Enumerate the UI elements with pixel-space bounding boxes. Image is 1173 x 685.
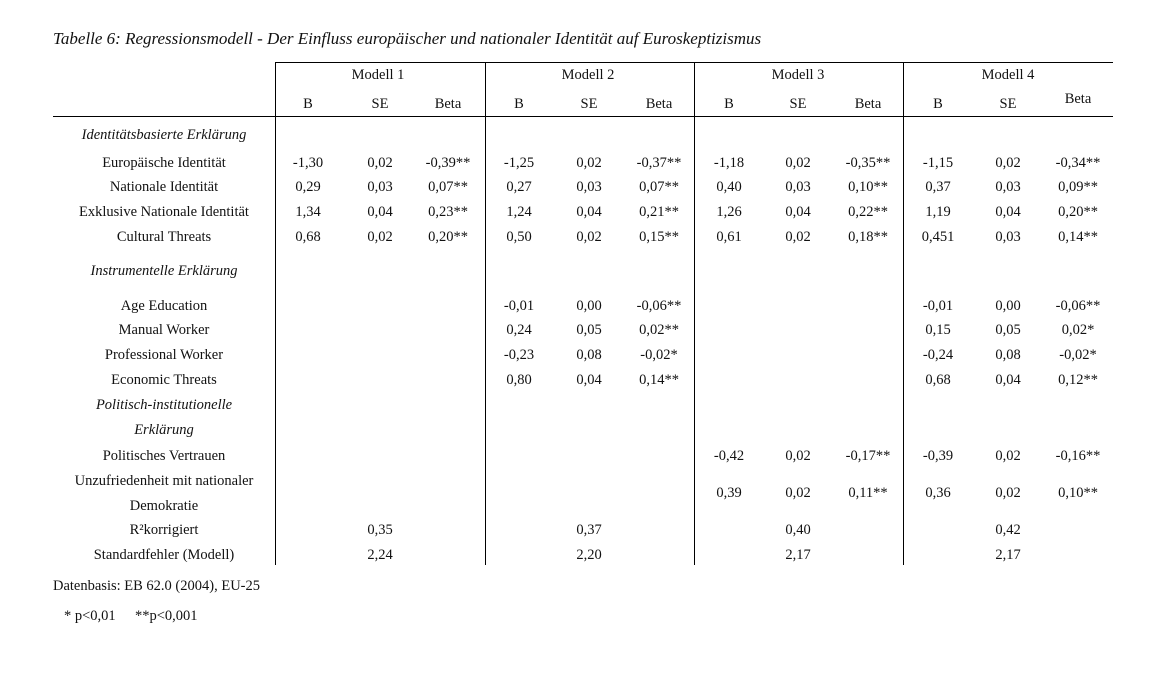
table-cell: 0,02: [367, 155, 393, 171]
col-header-beta: Beta: [434, 96, 462, 112]
table-cell: 0,05: [995, 322, 1021, 338]
table-cell: 0,22**: [848, 204, 888, 220]
section-identity: Identitätsbasierte Erklärung: [81, 127, 247, 143]
table-cell: -0,39: [922, 448, 954, 464]
row-label: Cultural Threats: [116, 229, 212, 245]
significance-note-2: **p<0,001: [135, 608, 198, 624]
col-header-se: SE: [999, 96, 1017, 112]
table-cell: -0,42: [713, 448, 745, 464]
table-cell: 0,11**: [848, 485, 888, 501]
summary-value: 0,42: [995, 522, 1021, 538]
table-cell: 0,02: [785, 155, 811, 171]
table-cell: 0,02: [576, 229, 602, 245]
significance-note-1: * p<0,01: [64, 608, 116, 624]
table-cell: 0,02: [995, 155, 1021, 171]
table-cell: -0,06**: [1055, 298, 1101, 314]
row-label: Europäische Identität: [102, 155, 226, 171]
table-cell: 0,68: [925, 372, 951, 388]
col-header-b: B: [514, 96, 524, 112]
table-cell: 0,27: [506, 179, 532, 195]
table-cell: 0,07**: [639, 179, 679, 195]
table-cell: -0,17**: [845, 448, 891, 464]
table-cell: 0,02: [785, 229, 811, 245]
table-cell: -1,18: [713, 155, 745, 171]
table-cell: -0,37**: [636, 155, 682, 171]
table-cell: 0,04: [367, 204, 393, 220]
table-cell: 0,29: [295, 179, 321, 195]
table-cell: 0,02: [785, 485, 811, 501]
table-cell: 0,12**: [1058, 372, 1098, 388]
table-cell: 0,02*: [1061, 322, 1095, 338]
summary-label: Standardfehler (Modell): [93, 547, 235, 563]
col-header-b: B: [933, 96, 943, 112]
table-cell: 0,02: [576, 155, 602, 171]
table-cell: 0,04: [995, 204, 1021, 220]
table-cell: -0,01: [503, 298, 535, 314]
row-label-cont: Demokratie: [129, 498, 199, 514]
section-instrumental: Instrumentelle Erklärung: [90, 263, 238, 279]
data-source-note: Datenbasis: EB 62.0 (2004), EU-25: [53, 578, 260, 594]
table-cell: 0,03: [367, 179, 393, 195]
table-title: Tabelle 6: Regressionsmodell - Der Einfluss europäischer und nationaler Identität auf Euroskeptizismus: [53, 29, 762, 48]
col-header-beta: Beta: [1064, 91, 1092, 107]
table-cell: -0,16**: [1055, 448, 1101, 464]
col-header-b: B: [303, 96, 313, 112]
header-bottom-rule: [53, 116, 1113, 117]
table-cell: 0,80: [506, 372, 532, 388]
table-cell: -0,01: [922, 298, 954, 314]
table-cell: 0,03: [995, 179, 1021, 195]
model-header-2: Modell 2: [561, 67, 615, 83]
table-cell: 0,04: [785, 204, 811, 220]
section-political: Politisch-institutionelle: [95, 397, 233, 413]
summary-value: 2,24: [367, 547, 393, 563]
table-cell: -0,35**: [845, 155, 891, 171]
table-cell: 0,07**: [428, 179, 468, 195]
table-cell: 0,03: [576, 179, 602, 195]
row-label: Manual Worker: [118, 322, 210, 338]
summary-value: 0,37: [576, 522, 602, 538]
table-cell: 0,50: [506, 229, 532, 245]
table-cell: 0,03: [785, 179, 811, 195]
table-cell: 0,04: [576, 204, 602, 220]
col-header-se: SE: [371, 96, 389, 112]
table-cell: 0,02: [995, 485, 1021, 501]
row-label: Economic Threats: [111, 372, 217, 388]
table-cell: -1,15: [922, 155, 954, 171]
row-label: Politisches Vertrauen: [102, 448, 226, 464]
table-cell: -1,30: [292, 155, 324, 171]
table-cell: 0,36: [925, 485, 951, 501]
table-cell: 0,10**: [848, 179, 888, 195]
summary-value: 0,35: [367, 522, 393, 538]
table-cell: -0,02*: [640, 347, 678, 363]
table-cell: 0,14**: [639, 372, 679, 388]
table-cell: 0,05: [576, 322, 602, 338]
col-header-se: SE: [789, 96, 807, 112]
row-label: Exklusive Nationale Identität: [79, 204, 249, 220]
table-cell: 0,37: [925, 179, 951, 195]
table-cell: 0,61: [716, 229, 742, 245]
table-cell: 0,14**: [1058, 229, 1098, 245]
col-header-beta: Beta: [645, 96, 673, 112]
table-cell: 0,02: [785, 448, 811, 464]
table-cell: 1,24: [506, 204, 532, 220]
table-cell: 0,15**: [639, 229, 679, 245]
row-label: Nationale Identität: [109, 179, 219, 195]
table-cell: -0,39**: [425, 155, 471, 171]
summary-value: 2,17: [785, 547, 811, 563]
table-cell: 0,02: [367, 229, 393, 245]
table-cell: 0,03: [995, 229, 1021, 245]
table-cell: -1,25: [503, 155, 535, 171]
table-cell: 0,10**: [1058, 485, 1098, 501]
section-political-cont: Erklärung: [134, 422, 194, 438]
table-cell: 0,20**: [1058, 204, 1098, 220]
table-cell: -0,02*: [1059, 347, 1097, 363]
row-label: Professional Worker: [104, 347, 224, 363]
col-header-beta: Beta: [854, 96, 882, 112]
table-cell: 0,02: [995, 448, 1021, 464]
table-cell: -0,23: [503, 347, 535, 363]
summary-value: 2,20: [576, 547, 602, 563]
table-cell: 1,19: [925, 204, 951, 220]
row-label: Age Education: [120, 298, 208, 314]
model-header-4: Modell 4: [981, 67, 1035, 83]
table-cell: -0,34**: [1055, 155, 1101, 171]
table-cell: 1,34: [295, 204, 321, 220]
table-cell: 0,04: [576, 372, 602, 388]
table-cell: 0,08: [995, 347, 1021, 363]
table-cell: 0,68: [295, 229, 321, 245]
table-cell: 1,26: [716, 204, 742, 220]
table-cell: 0,00: [995, 298, 1021, 314]
model-header-1: Modell 1: [351, 67, 405, 83]
summary-label: R²korrigiert: [129, 522, 199, 538]
table-cell: 0,09**: [1058, 179, 1098, 195]
model-header-3: Modell 3: [771, 67, 825, 83]
table-cell: 0,20**: [428, 229, 468, 245]
table-cell: 0,00: [576, 298, 602, 314]
table-cell: 0,18**: [848, 229, 888, 245]
table-cell: -0,24: [922, 347, 954, 363]
table-cell: 0,15: [925, 322, 951, 338]
table-cell: -0,06**: [636, 298, 682, 314]
table-cell: 0,39: [716, 485, 742, 501]
table-cell: 0,23**: [428, 204, 468, 220]
col-header-b: B: [724, 96, 734, 112]
table-cell: 0,21**: [639, 204, 679, 220]
col-header-se: SE: [580, 96, 598, 112]
row-label: Unzufriedenheit mit nationaler: [74, 473, 254, 489]
table-cell: 0,02**: [639, 322, 679, 338]
summary-value: 2,17: [995, 547, 1021, 563]
table-cell: 0,40: [716, 179, 742, 195]
table-cell: 0,08: [576, 347, 602, 363]
table-cell: 0,24: [506, 322, 532, 338]
table-cell: 0,451: [921, 229, 955, 245]
model-divider-1: [275, 62, 276, 565]
table-cell: 0,04: [995, 372, 1021, 388]
summary-value: 0,40: [785, 522, 811, 538]
